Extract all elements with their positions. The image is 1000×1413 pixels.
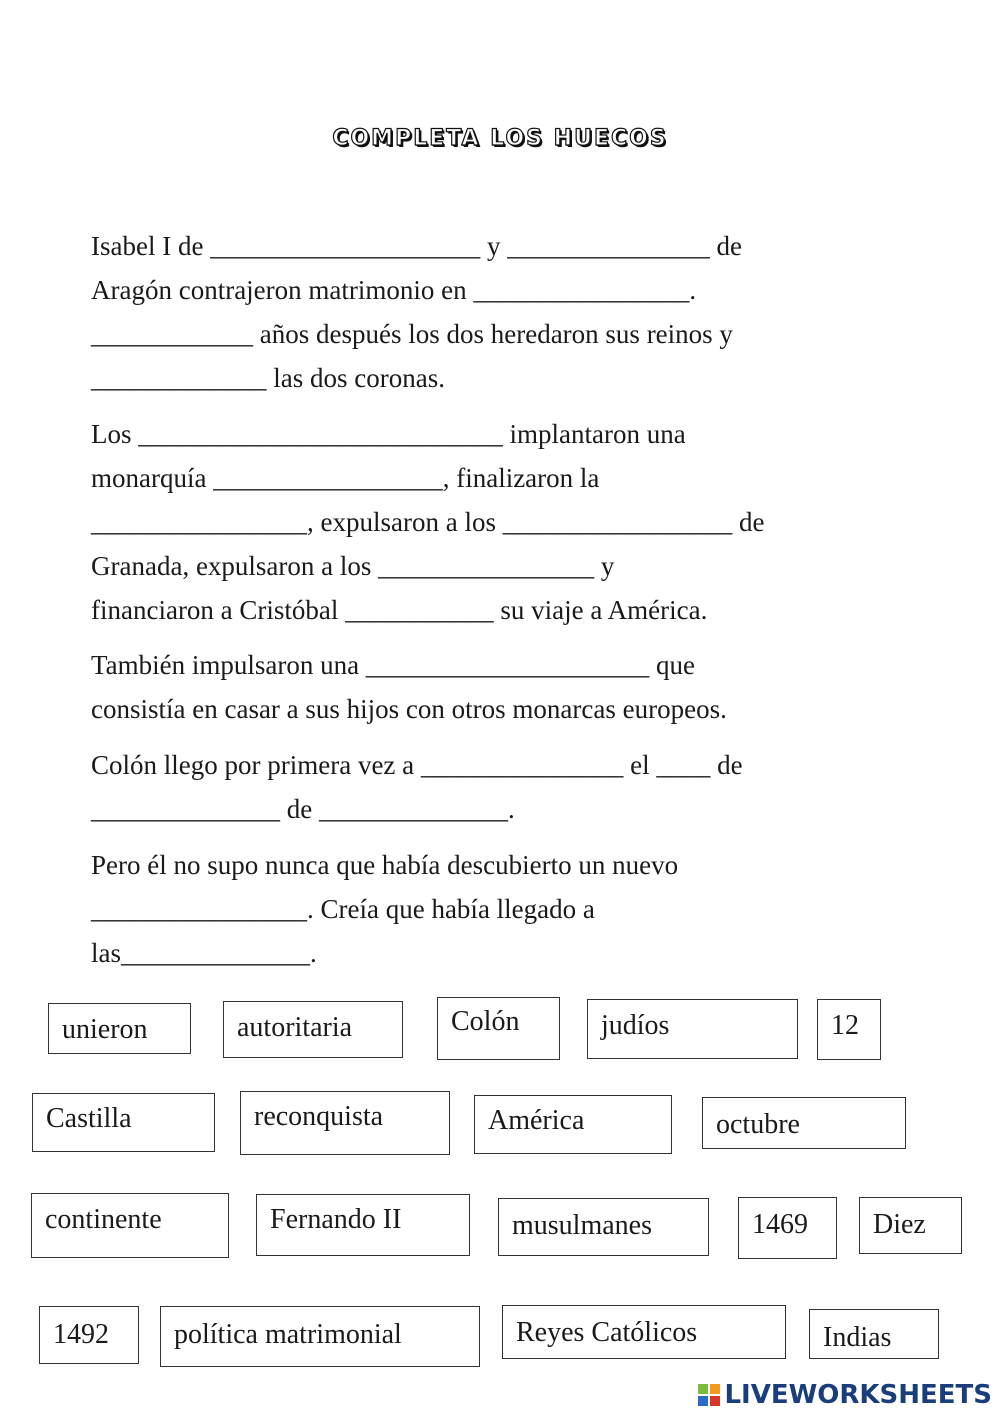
word-box-castilla[interactable] [32,1093,215,1152]
word-label: Castilla [46,1103,132,1134]
worksheet-title: COMPLETA LOS HUECOS [332,126,668,151]
paragraph-4 [91,743,921,831]
text-line: ______________ de ______________. [91,794,515,824]
text-line: ________________, expulsaron a los _________________ de [91,507,765,537]
text-line: las______________. [91,938,317,968]
paragraph-2 [91,412,921,632]
text-line: ________________. Creía que había llegado a [91,894,595,924]
word-box-politica-matrimonial[interactable] [160,1306,480,1367]
paragraph-5 [91,843,921,975]
word-label: Fernando II [270,1204,402,1235]
word-box-diez[interactable] [859,1197,962,1254]
word-box-musulmanes[interactable] [498,1198,709,1256]
text-line: También impulsaron una _____________________ que [91,650,696,680]
word-label: octubre [716,1109,800,1140]
word-label: musulmanes [512,1210,652,1241]
word-label: reconquista [254,1101,384,1132]
word-box-1492[interactable] [39,1306,139,1364]
word-label: Colón [451,1006,520,1037]
word-box-reconquista[interactable] [240,1091,450,1155]
text-line: financiaron a Cristóbal ___________ su viaje a América. [91,595,708,625]
text-line: Aragón contrajeron matrimonio en ________________. [91,275,697,305]
word-box-colon[interactable] [437,997,560,1060]
text-line: monarquía _________________, finalizaron la [91,463,600,493]
word-label: Indias [823,1322,892,1353]
text-line: _____________ las dos coronas. [91,363,445,393]
word-label: América [488,1105,585,1136]
word-label: 1469 [752,1209,808,1240]
word-box-indias[interactable] [809,1309,939,1359]
text-line: Pero él no supo nunca que había descubierto un nuevo [91,850,679,880]
text-line: Los ___________________________ implantaron una [91,419,686,449]
word-box-autoritaria[interactable] [223,1001,403,1058]
liveworksheets-mark-icon [698,1384,720,1406]
text-line: Isabel I de ____________________ y _______________ de [91,231,742,261]
word-box-octubre[interactable] [702,1097,906,1149]
paragraph-1 [91,224,921,400]
word-box-america[interactable] [474,1095,672,1154]
word-box-judios[interactable] [587,999,798,1059]
paragraph-3 [91,643,921,731]
liveworksheets-logo [698,1380,992,1410]
text-line: Colón llego por primera vez a _______________ el ____ de [91,750,743,780]
word-label: judíos [601,1010,670,1041]
text-line: consistía en casar a sus hijos con otros monarcas europeos. [91,694,727,724]
word-box-reyes-catolicos[interactable] [502,1305,786,1359]
word-box-12[interactable] [817,999,881,1060]
liveworksheets-wordmark: LIVEWORKSHEETS [724,1380,992,1410]
word-box-unieron[interactable] [48,1003,191,1054]
word-label: continente [45,1204,162,1235]
word-label: 1492 [53,1319,109,1350]
text-line: ____________ años después los dos heredaron sus reinos y [91,319,733,349]
word-box-fernando-ii[interactable] [256,1194,470,1256]
text-line: Granada, expulsaron a los ________________ y [91,551,615,581]
word-label: política matrimonial [174,1319,402,1350]
word-box-continente[interactable] [31,1193,229,1258]
word-box-1469[interactable] [738,1197,837,1259]
word-label: Diez [873,1209,926,1240]
word-label: 12 [831,1010,859,1041]
word-label: Reyes Católicos [516,1317,698,1348]
word-label: unieron [62,1014,148,1045]
word-label: autoritaria [237,1012,353,1043]
